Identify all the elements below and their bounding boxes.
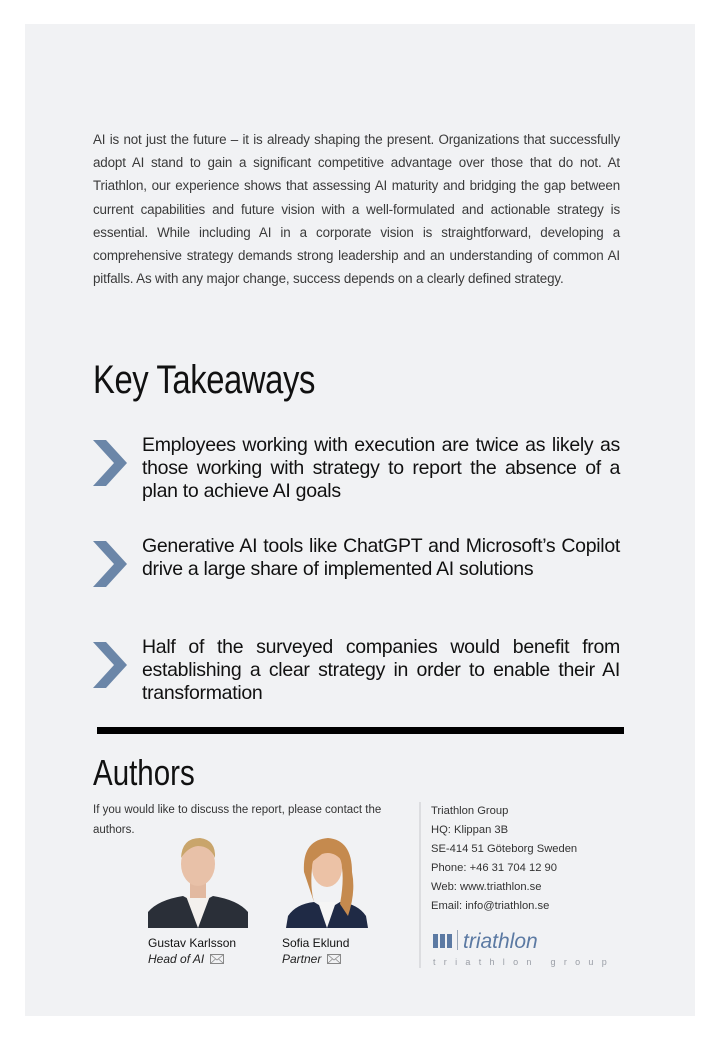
contact-block xyxy=(431,802,577,916)
contact-postal: SE-414 51 Göteborg Sweden xyxy=(431,843,578,855)
logo-wordmark: triathlon xyxy=(463,930,538,953)
takeaway-text: Employees working with execution are twice as likely as those working with strategy to report the absence of a plan to achieve AI goals xyxy=(142,434,620,502)
author-role xyxy=(282,952,402,966)
authors-intro: If you would like to discuss the report, please contact the authors. xyxy=(93,804,382,836)
mail-icon[interactable] xyxy=(210,954,224,964)
contact-phone: Phone: +46 31 704 12 90 xyxy=(431,862,557,874)
mail-icon[interactable] xyxy=(327,954,341,964)
author-role xyxy=(148,952,268,966)
authors-heading: Authors xyxy=(93,752,195,793)
takeaway-text: Generative AI tools like ChatGPT and Microsoft’s Copilot drive a large share of implemented AI solutions xyxy=(142,535,620,580)
contact-divider xyxy=(419,802,421,968)
contact-web[interactable]: Web: www.triathlon.se xyxy=(431,881,542,893)
author-role-text: Head of AI xyxy=(148,952,205,966)
author-name: Gustav Karlsson xyxy=(148,936,237,950)
section-divider xyxy=(97,727,624,734)
author-photo xyxy=(282,832,372,928)
key-takeaways-heading: Key Takeaways xyxy=(93,358,315,402)
logo-tagline: triathlon group xyxy=(433,957,613,967)
contact-hq: HQ: Klippan 3B xyxy=(431,824,509,836)
contact-email[interactable]: Email: info@triathlon.se xyxy=(431,900,550,912)
contact-company: Triathlon Group xyxy=(431,805,509,817)
triathlon-logo xyxy=(433,930,613,968)
author-role-text: Partner xyxy=(282,952,322,966)
author-photo xyxy=(148,832,248,928)
author-name: Sofia Eklund xyxy=(282,936,350,950)
takeaway-text: Half of the surveyed companies would benefit from establishing a clear strategy in order to enable their AI transformation xyxy=(142,636,620,704)
chevron-right-icon xyxy=(93,541,127,587)
report-page xyxy=(25,24,695,1016)
chevron-right-icon xyxy=(93,642,127,688)
intro-paragraph: AI is not just the future – it is already shaping the present. Organizations that successfully adopt AI stand to gain a significant competitive advantage over those that do not. At Triathlon, our experience shows that assessing AI maturity and bridging the gap between current capabilities and future vision with a well-formulated and actionable strategy is essential. While including AI in a corporate vision is straightforward, developing a comprehensive strategy demands strong leadership and an understanding of common AI pitfalls. As with any major change, success depends on a clearly defined strategy. xyxy=(93,132,620,287)
author-card xyxy=(282,832,402,966)
author-card xyxy=(148,832,268,966)
chevron-right-icon xyxy=(93,440,127,486)
